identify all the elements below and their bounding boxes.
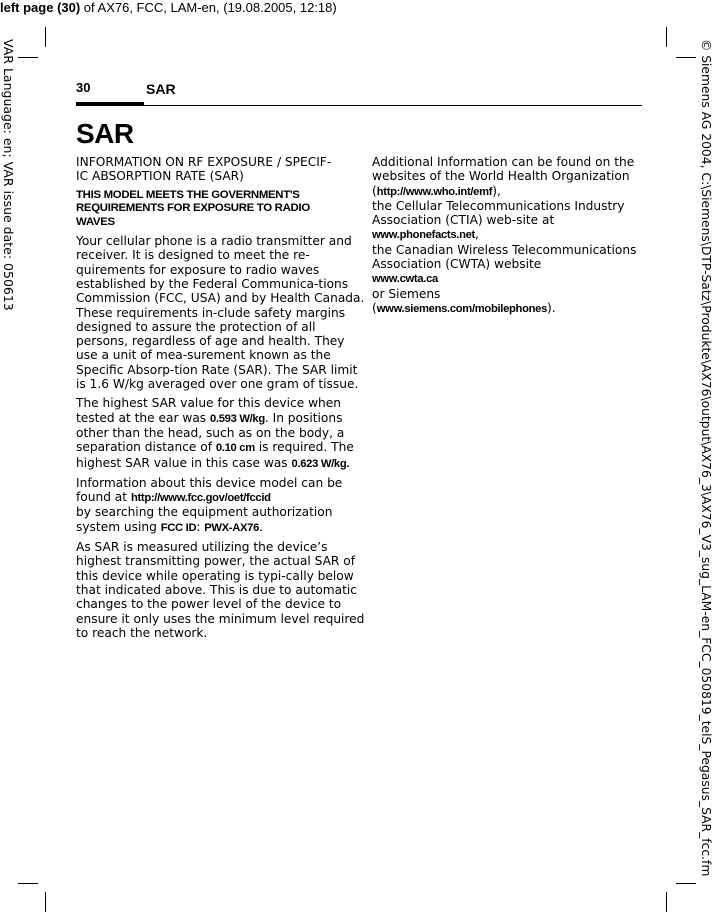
fcc-id-value: PWX-AX76: [204, 521, 260, 534]
who-link[interactable]: http://www.who.int/emf: [376, 185, 493, 198]
fcc-id-label: FCC ID: [160, 521, 197, 534]
ctia-link[interactable]: www.phonefacts.net: [372, 229, 475, 242]
separation-distance: 0.10 cm: [215, 442, 255, 455]
crop-mark: [666, 27, 667, 47]
running-head: SAR: [146, 81, 176, 97]
header-rule: [76, 105, 642, 106]
fcc-link[interactable]: http://www.fcc.gov/oet/fccid: [130, 492, 271, 505]
left-column: [76, 155, 368, 645]
crop-mark: [18, 57, 38, 58]
crop-mark: [676, 883, 696, 884]
paragraph-sar-measurement: As SAR is measured utilizing the device’s highest transmitting power, the actual SAR of this device while operating is typi-cally below that indicated above. This is due to automatic changes to the power level of the device to ensure it only uses the minimum level required to reach the network.: [76, 540, 365, 640]
print-header: [0, 0, 337, 16]
crop-mark: [666, 892, 667, 912]
page-number: 30: [76, 80, 91, 95]
right-margin-note: © Siemens AG 2004, C:\Siemens\DTP-Satz\Produkte\AX76\output\AX76_3\AX76_V3_sug_LAM-en_FCC_050819_telS_Pegasus_SAR_fcc.fm: [699, 39, 713, 877]
crop-mark: [45, 27, 46, 47]
left-margin-note: VAR Language: en; VAR issue date: 050613: [1, 39, 16, 311]
crop-mark: [18, 883, 38, 884]
cwta-link[interactable]: www.cwta.ca: [372, 273, 438, 286]
crop-mark: [676, 57, 696, 58]
print-header-info: of AX76, FCC, LAM-en, (19.08.2005, 12:18): [80, 0, 337, 15]
sar-ear-value: 0.593 W/kg: [210, 412, 265, 425]
right-column: [372, 155, 638, 316]
paragraph-sar-values: The highest SAR value for this device when tested at the ear was 0.593 W/kg. In positions other than the head, such as on the body, a separation distance of 0.10 cm is required. The highest SAR value in this case was 0.623 W/kg.: [76, 396, 354, 470]
paragraph-fcc-info: Information about this device model can be found at http://www.fcc.gov/oet/fccid by searching the equipment authorization system using FCC ID: PWX-AX76.: [76, 475, 343, 534]
section-heading: INFORMATION ON RF EXPOSURE / SPECIF- IC ABSORPTION RATE (SAR): [76, 155, 332, 184]
siemens-link[interactable]: www.siemens.com/mobilephones: [376, 302, 547, 315]
crop-mark: [45, 892, 46, 912]
sar-body-value: 0.623 W/kg.: [291, 457, 350, 470]
print-header-page: left page (30): [0, 0, 81, 15]
paragraph-sar-intro: Your cellular phone is a radio transmitter and receiver. It is designed to meet the re-quirements for exposure to radio waves established by the Federal Communica-tions Commission (FCC, USA) and by Health Canada. These requirements in-clude safety margins designed to assure the protection of all persons, regardless of age and health. They use a unit of mea-surement known as the Specific Absorp-tion Rate (SAR). The SAR limit is 1.6 W/kg averaged over one gram of tissue.: [76, 234, 365, 392]
compliance-statement: THIS MODEL MEETS THE GOVERNMENT'S REQUIREMENTS FOR EXPOSURE TO RADIO WAVES: [76, 188, 310, 228]
paragraph-additional-info: Additional Information can be found on the websites of the World Health Organization (http://www.who.int/emf), the Cellular Telecommunications Industry Association (CTIA) web-site at www.phonefacts.net, the Canadian Wireless Telecommunications Association (CWTA) website www.cwta.ca or Siemens (www.siemens.com/mobilephones).: [372, 155, 637, 315]
page-title: SAR: [76, 118, 134, 149]
